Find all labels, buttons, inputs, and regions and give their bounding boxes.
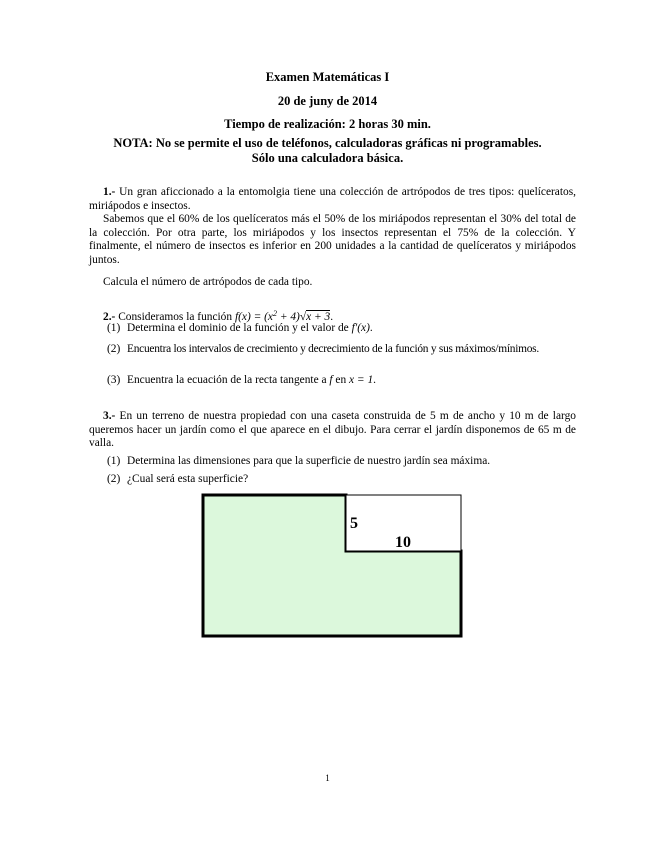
question-3-intro-text: En un terreno de nuestra propiedad con una caseta construida de 5 m de ancho y 10 m de largo queremos hacer un jardín como el que aparece en el dibujo. Para cerrar el jardín disponemos de 65 m de valla. [89, 410, 576, 450]
question-2-item-2: (2) Encuentra los intervalos de crecimiento y decrecimiento de la función y sus máximos/mínimos. [107, 343, 539, 355]
exam-note-line-2: Sólo una calculadora básica. [251, 151, 404, 165]
exam-title: Examen Matemáticas I [265, 70, 390, 84]
question-2-item-3: (3) Encuentra la ecuación de la recta tangente a f en x = 1. [107, 374, 377, 386]
question-3-item-2: (2) ¿Cual será esta superficie? [107, 473, 249, 485]
page-number: 1 [325, 773, 330, 783]
question-3-intro [89, 410, 576, 451]
question-1-number: 1.- [103, 186, 116, 198]
house-length-label: 10 [395, 534, 411, 551]
question-3-number: 3.- [103, 410, 116, 422]
exam-duration: Tiempo de realización: 2 horas 30 min. [224, 117, 431, 131]
question-1-intro-text: Un gran aficcionado a la entomolgia tiene una colección de artrópodos de tres tipos: quelíceratos, miriápodos e insectos. [89, 186, 576, 212]
exam-date: 20 de juny de 2014 [277, 94, 378, 108]
function-definition: $f(x) = (x^2 + 4)√x + 3$ [234, 309, 331, 323]
question-1-body: Sabemos que el 60% de los quelíceratos más el 50% de los miriápodos representan el 30% del total de la colección. Por otra parte, los miriápodos y los insectos representan el 75% de la colección. Y finalmente, el número de insectos es inferior en 200 unidades a la cantidad de quelíceratos y miriápodos juntos. [89, 213, 576, 266]
question-2-number: 2.- [103, 311, 116, 323]
question-1-ask: Calcula el número de artrópodos de cada tipo. [103, 276, 313, 288]
question-2-item-1: (1) Determina el dominio de la función y el valor de f′(x). [107, 322, 373, 334]
exam-note-line-1: NOTA: No se permite el uso de teléfonos, calculadoras gráficas ni programables. [113, 136, 542, 150]
question-2-intro-text: Consideramos la función [115, 311, 235, 323]
question-3-item-1: (1) Determina las dimensiones para que la superficie de nuestro jardín sea máxima. [107, 455, 491, 467]
garden-diagram [200, 492, 466, 640]
house-width-label: 5 [350, 515, 358, 532]
question-2-intro: 2.- Consideramos la función $f(x) = (x^2 + 4)√x + 3$. [103, 309, 334, 323]
question-1-intro [89, 186, 576, 213]
